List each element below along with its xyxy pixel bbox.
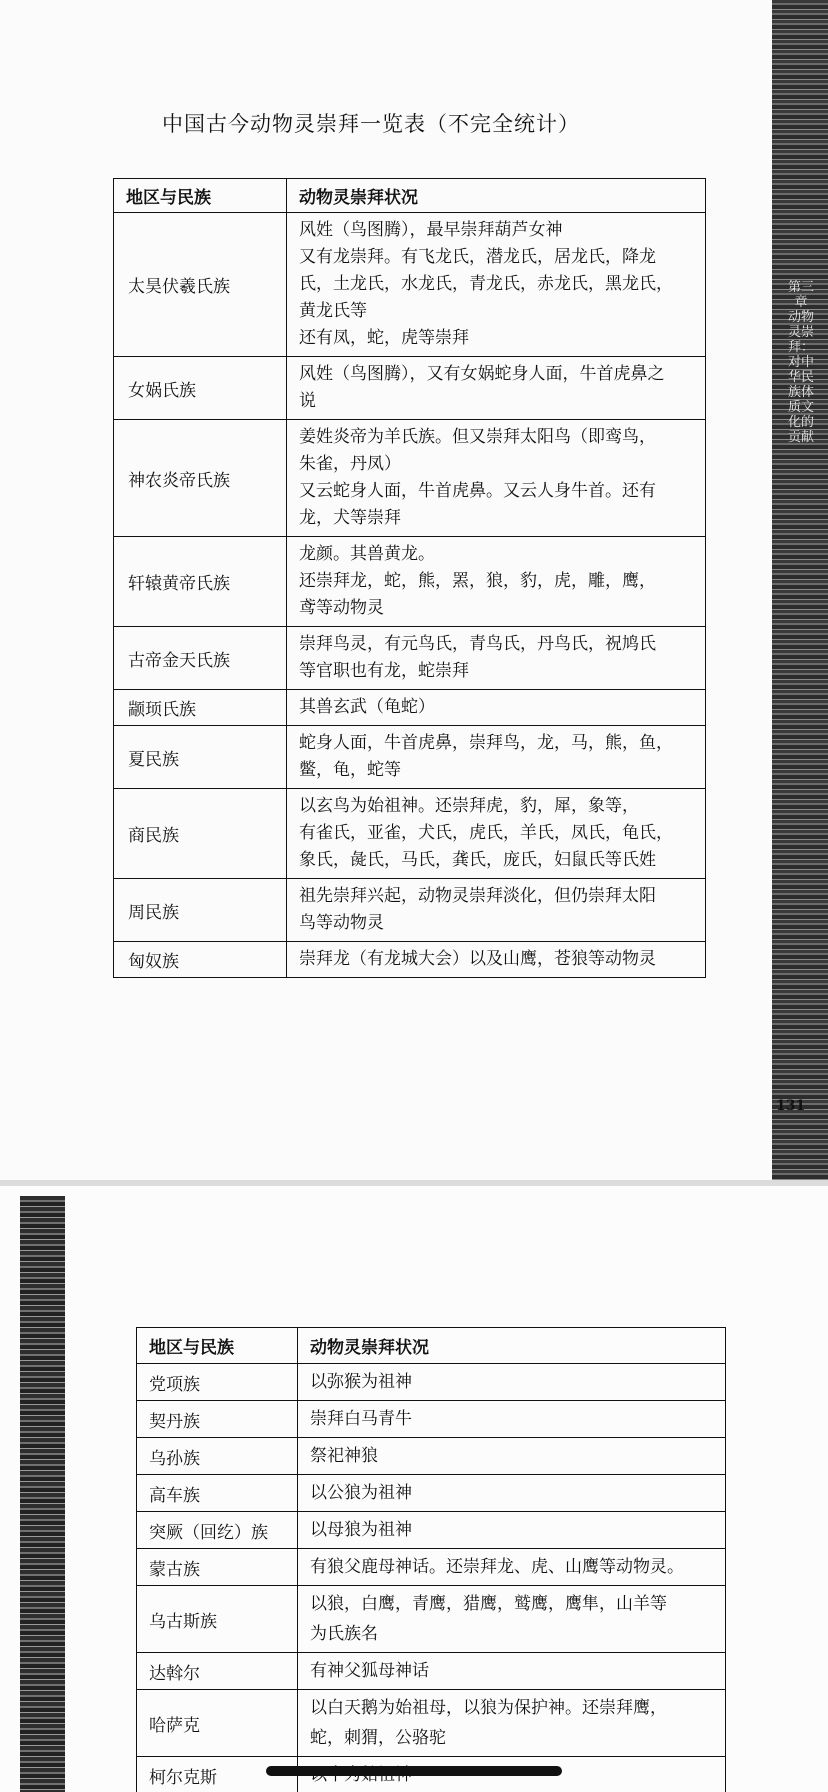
status-line: 鸢等动物灵 [299, 598, 384, 618]
book-spine-scan-right [772, 0, 828, 1180]
home-indicator[interactable] [266, 1766, 562, 1776]
status-line: 祖先崇拜兴起，动物灵崇拜淡化，但仍崇拜太阳 [299, 886, 656, 906]
worship-status-cell [287, 357, 706, 420]
status-line: 象氏，彘氏，马氏，龚氏，庞氏，妇鼠氏等氏姓 [299, 850, 656, 870]
worship-status-cell [298, 1586, 726, 1653]
status-line: 鸟等动物灵 [299, 913, 384, 933]
status-line: 还崇拜龙，蛇，熊，罴，狼，豹，虎，雕，鹰， [299, 571, 656, 591]
status-line: 以公狼为祖神 [310, 1483, 412, 1503]
worship-table-lower [136, 1327, 726, 1792]
table-row [114, 357, 706, 420]
status-line: 龙颜。其兽黄龙。 [299, 544, 435, 564]
header-region: 地区与民族 [137, 1328, 298, 1364]
status-line: 龙，犬等崇拜 [299, 508, 401, 528]
status-line: 崇拜白马青牛 [310, 1409, 412, 1429]
ethnic-group-cell: 神农炎帝氏族 [114, 420, 287, 537]
status-line: 朱雀，丹凤） [299, 454, 401, 474]
status-line: 蛇，刺猬，公骆驼 [310, 1728, 446, 1748]
worship-status-cell [298, 1690, 726, 1757]
status-line: 蛇身人面，牛首虎鼻，崇拜鸟，龙，马，熊，鱼， [299, 733, 673, 753]
status-line: 以玄鸟为始祖神。还崇拜虎，豹，犀，象等， [299, 796, 639, 816]
table-header-row [137, 1328, 726, 1364]
worship-status-cell [298, 1401, 726, 1438]
header-status: 动物灵崇拜状况 [287, 179, 706, 213]
table-row [137, 1690, 726, 1757]
table-row [114, 420, 706, 537]
ethnic-group-cell: 太昊伏羲氏族 [114, 213, 287, 357]
status-line: 说 [299, 391, 316, 411]
status-line: 氏，土龙氏，水龙氏，青龙氏，赤龙氏，黑龙氏， [299, 274, 673, 294]
table-row [137, 1586, 726, 1653]
ethnic-group-cell: 乌孙族 [137, 1438, 298, 1475]
status-line: 还有凤，蛇，虎等崇拜 [299, 328, 469, 348]
page-number: 131 [776, 1098, 806, 1114]
table-header-row [114, 179, 706, 213]
table-title: 中国古今动物灵崇拜一览表（不完全统计） [162, 112, 580, 136]
table-row [114, 789, 706, 879]
worship-status-cell [298, 1549, 726, 1586]
status-line: 风姓（鸟图腾），最早崇拜葫芦女神 [299, 220, 563, 240]
status-line: 等官职也有龙，蛇崇拜 [299, 661, 469, 681]
ethnic-group-cell: 高车族 [137, 1475, 298, 1512]
status-line: 风姓（鸟图腾），又有女娲蛇身人面，牛首虎鼻之 [299, 364, 665, 384]
table-row [114, 690, 706, 726]
status-line: 以母狼为祖神 [310, 1520, 412, 1540]
ethnic-group-cell: 周民族 [114, 879, 287, 942]
table-row [137, 1549, 726, 1586]
ethnic-group-cell: 契丹族 [137, 1401, 298, 1438]
spine-chapter-text: 第三章 动物灵崇拜：对中华民族体质文化的贡献 [788, 280, 815, 445]
ethnic-group-cell: 匈奴族 [114, 942, 287, 978]
worship-status-cell [298, 1475, 726, 1512]
status-line: 有狼父鹿母神话。还崇拜龙、虎、山鹰等动物灵。 [310, 1557, 684, 1577]
status-line: 又有龙崇拜。有飞龙氏，潜龙氏，居龙氏，降龙 [299, 247, 656, 267]
table-row [137, 1401, 726, 1438]
worship-status-cell [298, 1653, 726, 1690]
worship-status-cell [287, 627, 706, 690]
status-line: 其兽玄武（龟蛇） [299, 697, 435, 717]
worship-status-cell [287, 420, 706, 537]
ethnic-group-cell: 党项族 [137, 1364, 298, 1401]
worship-status-cell [287, 726, 706, 789]
ethnic-group-cell: 乌古斯族 [137, 1586, 298, 1653]
table-row [137, 1653, 726, 1690]
status-line: 有神父狐母神话 [310, 1661, 429, 1681]
book-spine-scan-left [20, 1196, 65, 1792]
ethnic-group-cell: 商民族 [114, 789, 287, 879]
table-row [114, 942, 706, 978]
worship-table-upper [113, 178, 706, 978]
status-line: 崇拜鸟灵，有元鸟氏，青鸟氏，丹鸟氏，祝鸠氏 [299, 634, 656, 654]
table-row [114, 879, 706, 942]
ethnic-group-cell: 颛顼氏族 [114, 690, 287, 726]
worship-status-cell [287, 213, 706, 357]
ethnic-group-cell: 轩辕黄帝氏族 [114, 537, 287, 627]
table-row [114, 537, 706, 627]
status-line: 姜姓炎帝为羊氏族。但又崇拜太阳鸟（即鸾鸟， [299, 427, 656, 447]
worship-status-cell [287, 690, 706, 726]
book-page-lower [0, 1186, 828, 1792]
status-line: 以白天鹅为始祖母，以狼为保护神。还崇拜鹰， [310, 1698, 667, 1718]
worship-status-cell [298, 1512, 726, 1549]
ethnic-group-cell: 哈萨克 [137, 1690, 298, 1757]
status-line: 祭祀神狼 [310, 1446, 378, 1466]
table-row [137, 1512, 726, 1549]
header-status: 动物灵崇拜状况 [298, 1328, 726, 1364]
header-region: 地区与民族 [114, 179, 287, 213]
ethnic-group-cell: 夏民族 [114, 726, 287, 789]
table-row [114, 726, 706, 789]
status-line: 黄龙氏等 [299, 301, 367, 321]
table-row [137, 1438, 726, 1475]
worship-status-cell [298, 1364, 726, 1401]
ethnic-group-cell: 突厥（回纥）族 [137, 1512, 298, 1549]
status-line: 鳖，龟，蛇等 [299, 760, 401, 780]
ethnic-group-cell: 达斡尔 [137, 1653, 298, 1690]
status-line: 崇拜龙（有龙城大会）以及山鹰，苍狼等动物灵 [299, 949, 656, 969]
status-line: 以狼，白鹰，青鹰，猎鹰，鹫鹰，鹰隼，山羊等 [310, 1594, 667, 1614]
ethnic-group-cell: 蒙古族 [137, 1549, 298, 1586]
worship-status-cell [287, 879, 706, 942]
status-line: 为氏族名 [310, 1624, 378, 1644]
status-line: 又云蛇身人面，牛首虎鼻。又云人身牛首。还有 [299, 481, 656, 501]
table-row [137, 1364, 726, 1401]
worship-status-cell [298, 1438, 726, 1475]
table-row [114, 213, 706, 357]
ethnic-group-cell: 女娲氏族 [114, 357, 287, 420]
status-line: 有雀氏，亚雀，犬氏，虎氏，羊氏，凤氏，龟氏， [299, 823, 673, 843]
ethnic-group-cell: 古帝金天氏族 [114, 627, 287, 690]
worship-status-cell [287, 537, 706, 627]
table-row [137, 1475, 726, 1512]
worship-status-cell [287, 942, 706, 978]
worship-status-cell [287, 789, 706, 879]
table-row [114, 627, 706, 690]
status-line: 以弥猴为祖神 [310, 1372, 412, 1392]
ethnic-group-cell: 柯尔克斯 [137, 1757, 298, 1792]
